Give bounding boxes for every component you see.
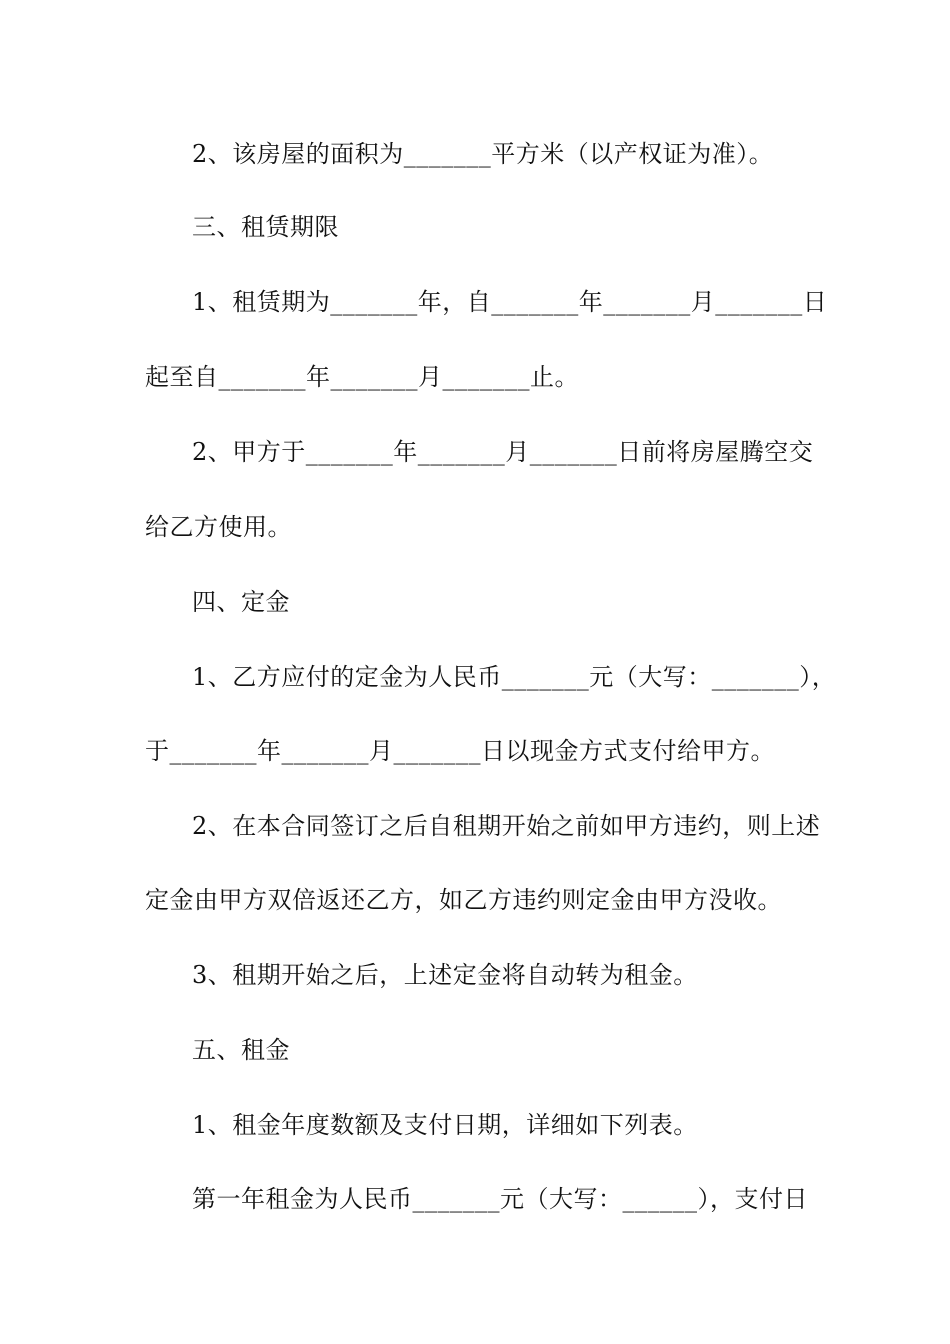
clause-handover: 2、甲方于_______年_______月_______日前将房屋腾空交: [192, 438, 814, 466]
clause-deposit-breach-cont: 定金由甲方双倍返还乙方，如乙方违约则定金由甲方没收。: [145, 886, 782, 914]
clause-area: 2、该房屋的面积为_______平方米（以产权证为准）。: [192, 140, 774, 168]
clause-deposit-breach: 2、在本合同签订之后自租期开始之前如甲方违约，则上述: [192, 812, 821, 840]
clause-first-year-rent: 第一年租金为人民币_______元（大写：______），支付日: [192, 1185, 808, 1213]
clause-deposit-amount: 1、乙方应付的定金为人民币_______元（大写：_______），: [192, 663, 837, 691]
clause-handover-cont: 给乙方使用。: [145, 513, 292, 541]
clause-deposit-conversion: 3、租期开始之后，上述定金将自动转为租金。: [192, 961, 698, 989]
section-heading-rent: 五、租金: [192, 1036, 290, 1064]
clause-rent-schedule: 1、租金年度数额及支付日期，详细如下列表。: [192, 1111, 698, 1139]
section-heading-lease-term: 三、租赁期限: [192, 213, 339, 241]
clause-deposit-amount-cont: 于_______年_______月_______日以现金方式支付给甲方。: [145, 737, 775, 765]
clause-lease-period: 1、租赁期为_______年，自_______年_______月_______日: [192, 288, 828, 316]
section-heading-deposit: 四、定金: [192, 588, 290, 616]
clause-lease-period-cont: 起至自_______年_______月_______止。: [145, 363, 579, 391]
